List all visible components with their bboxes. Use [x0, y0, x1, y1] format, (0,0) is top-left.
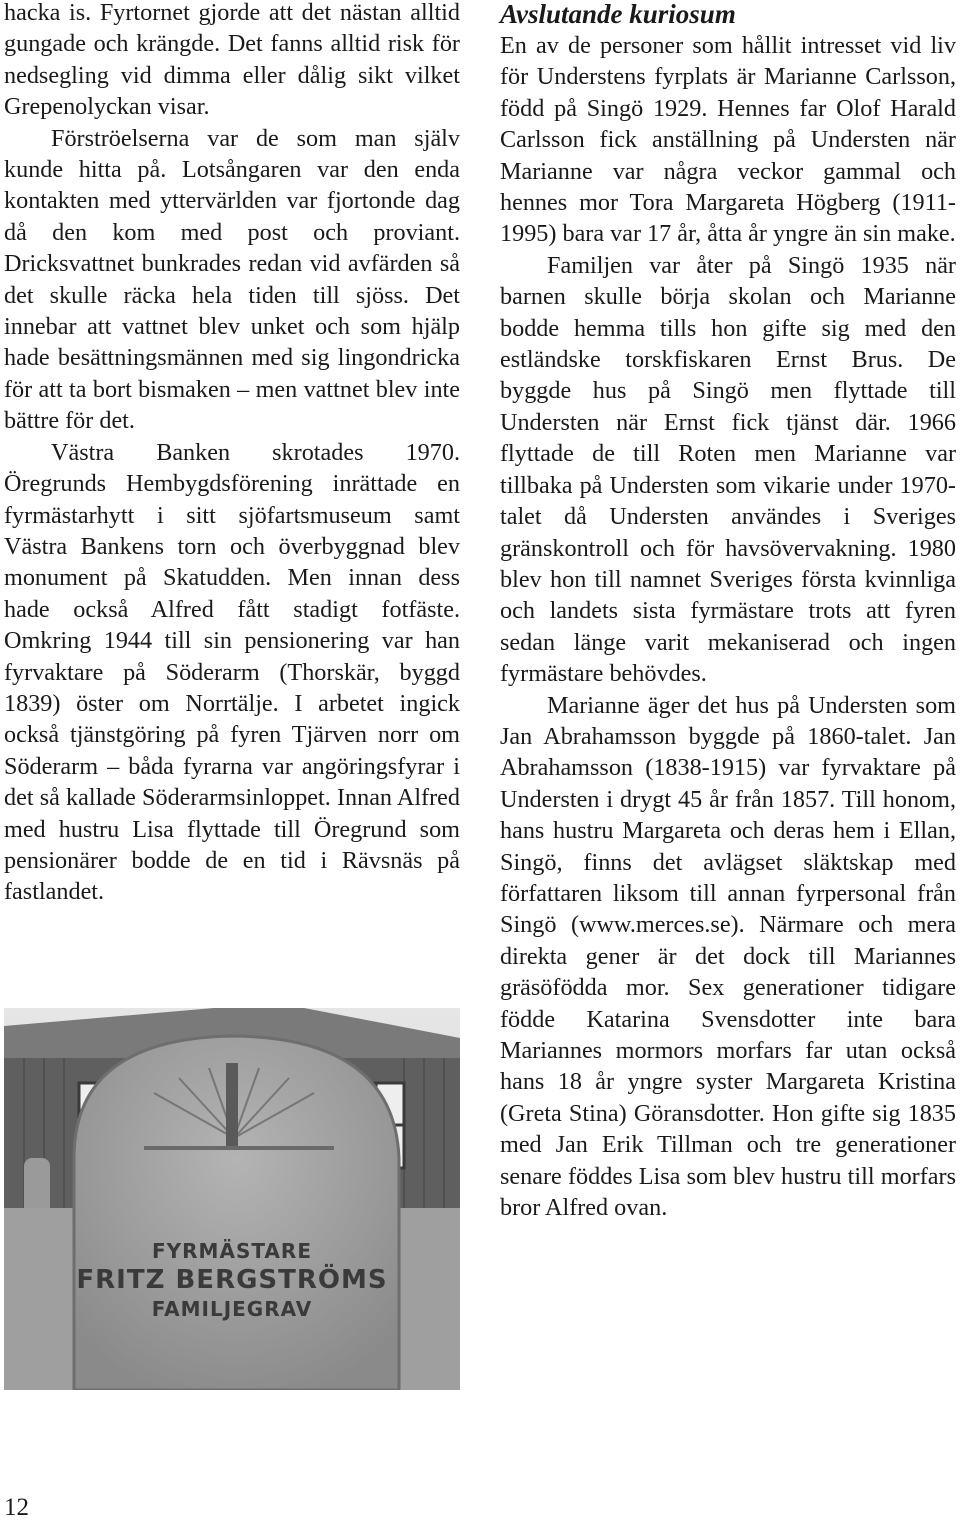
- gravestone-photo-graphic: [4, 1008, 460, 1390]
- gravestone-inscription: [4, 1238, 460, 1322]
- inscription-line: FRITZ BERGSTRÖMS: [76, 1265, 388, 1295]
- paragraph: Marianne äger det hus på Understen som Jan Abrahamsson byggde på 1860-talet. Jan Abrahamsson (1838-1915) var fyrvaktare på Understen i drygt 45 år från 1857. Till honom, hans hustru Margareta och deras hem i Ellan, Singö, finns det avlägset släktskap med författaren liksom till annan fyrpersonal från Singö (www.merces.se). Närmare och mera direkta gener är det dock till Mariannes gräsöfödda mor. Sex generationer tidigare födde Katarina Svensdotter inte bara Mariannes mormors morfars far utan också hans 18 år yngre syster Margareta Kristina (Greta Stina) Göransdotter. Hon gifte sig 1835 med Jan Erik Tillman och tre generationer senare föddes Lisa som blev hustru till morfars bror Alfred ovan.: [500, 691, 956, 1222]
- inscription-line: FAMILJEGRAV: [151, 1297, 313, 1321]
- section-heading: Avslutande kuriosum: [500, 0, 736, 29]
- paragraph: Familjen var åter på Singö 1935 när barnen skulle börja skolan och Marianne bodde hemma tills hon gifte sig med den estländske torskfiskaren Ernst Brus. De byggde hus på Singö men flyttade till Understen när Ernst fick tjänst där. 1966 flyttade de till Roten men Marianne var tillbaka på Understen som vikarie under 1970-talet då Understen användes i Sveriges gränskontroll och för havsövervakning. 1980 blev hon till namnet Sveriges första kvinnliga och landets sista fyrmästare trots att fyren sedan länge varit mekaniserad och ingen fyrmästare behövdes.: [500, 251, 956, 688]
- right-column: [500, 0, 956, 1223]
- paragraph: Förströelserna var de som man själv kunde hitta på. Lotsångaren var den enda kontakten med yttervärlden var fjortonde dag då den kom med post och proviant. Dricksvattnet bunkrades redan vid avfärden så det skulle räcka hela tiden till sjöss. Det innebar att vattnet blev unket och som hjälp hade besättningsmännen med sig lingondricka för att ta bort bismaken – men vattnet blev inte bättre för det.: [4, 124, 460, 435]
- paragraph: Västra Banken skrotades 1970. Öregrunds Hembygdsförening inrättade en fyrmästarhytt i sitt sjöfartsmuseum samt Västra Bankens torn och överbyggnad blev monument på Skatudden. Men innan dess hade också Alfred fått stadigt fotfäste. Omkring 1944 till sin pensionering var han fyrvaktare på Söderarm (Thorskär, byggd 1839) öster om Norrtälje. I arbetet ingick också tjänstgöring på fyren Tjärven norr om Söderarm – båda fyrarna var angöringsfyrar i det så kallade Söderarmsinloppet. Innan Alfred med hustru Lisa flyttade till Öregrund som pensionärer bodde de en tid i Rävsnäs på fastlandet.: [4, 438, 460, 906]
- paragraph: hacka is. Fyrtornet gjorde att det nästan alltid gungade och krängde. Det fanns alltid risk för nedsegling vid dimma eller dålig sikt vilket Grepenolyckan visar.: [4, 0, 460, 121]
- gravestone-photo: [4, 1008, 460, 1390]
- inscription-line: FYRMÄSTARE: [152, 1239, 312, 1263]
- paragraph: En av de personer som hållit intresset vid liv för Understens fyrplats är Marianne Carlsson, född på Singö 1929. Hennes far Olof Harald Carlsson fick anställning på Understen när Marianne var några veckor gammal och hennes mor Tora Margareta Högberg (1911-1995) bara var 17 år, åtta år yngre än sin make.: [500, 32, 956, 248]
- page-number: 12: [4, 1494, 29, 1521]
- left-column: [4, 0, 460, 908]
